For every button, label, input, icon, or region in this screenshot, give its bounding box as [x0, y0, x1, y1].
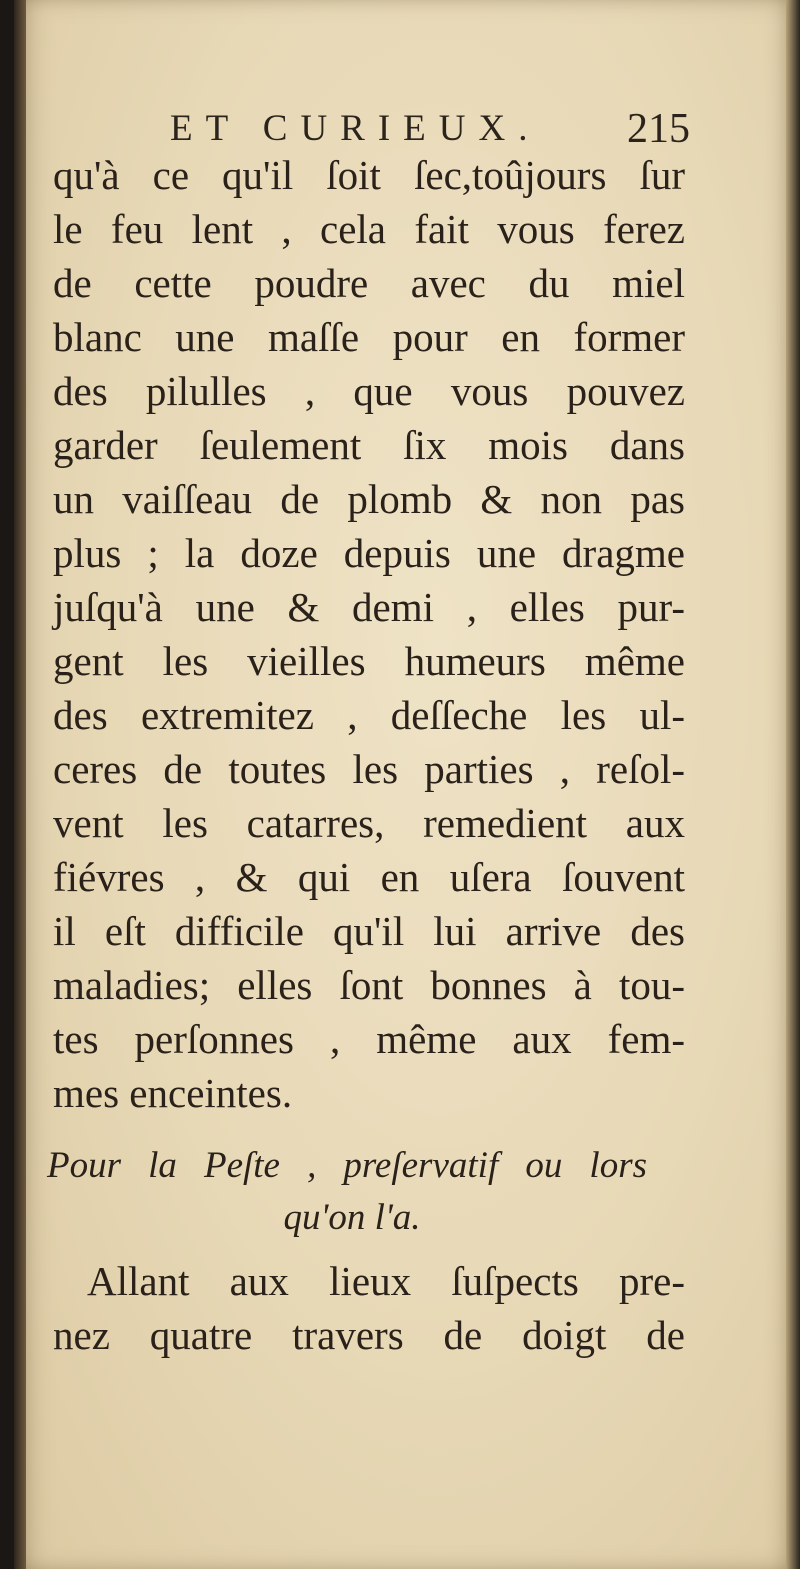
text-line: maladies; elles ſont bonnes à tou- [53, 962, 685, 1008]
text-line: tes perſonnes , même aux fem- [53, 1016, 685, 1062]
section-heading-line: qu'on l'a. [283, 1197, 421, 1238]
text-line: le feu lent , cela fait vous ferez [53, 206, 685, 252]
text-line: un vaiſſeau de plomb & non pas [53, 476, 685, 522]
text-line: de cette poudre avec du miel [53, 260, 685, 306]
text-line: blanc une maſſe pour en former [53, 314, 685, 360]
page-number: 215 [627, 106, 690, 152]
text-line: mes enceintes. [53, 1070, 293, 1116]
text-line: garder ſeulement ſix mois dans [53, 422, 685, 468]
body-paragraph [53, 148, 685, 1120]
text-line: il eſt difficile qu'il lui arrive des [53, 908, 685, 954]
text-line: des pilulles , que vous pouvez [53, 368, 685, 414]
section-heading-line: Pour la Peſte , preſervatif ou lors [47, 1145, 647, 1186]
book-spine-shadow [14, 0, 26, 1569]
text-line: Allant aux lieux ſuſpects pre- [87, 1258, 685, 1304]
text-line: ceres de toutes les parties , reſol- [53, 746, 685, 792]
text-line: vent les catarres, remedient aux [53, 800, 685, 846]
text-line: nez quatre travers de doigt de [53, 1312, 685, 1358]
text-line: qu'à ce qu'il ſoit ſec,toûjours ſur [53, 152, 685, 198]
text-line: juſqu'à une & demi , elles pur- [53, 584, 685, 630]
text-line: plus ; la doze depuis une dragme [53, 530, 685, 576]
second-paragraph [53, 1254, 685, 1362]
text-line: des extremitez , deſſeche les ul- [53, 692, 685, 738]
text-line: fiévres , & qui en uſera ſouvent [53, 854, 685, 900]
text-line: gent les vieilles humeurs même [53, 638, 685, 684]
section-heading [47, 1140, 687, 1244]
running-title: ET CURIEUX. [170, 108, 541, 149]
running-head [170, 103, 690, 153]
page-edge-shadow [786, 0, 800, 1569]
